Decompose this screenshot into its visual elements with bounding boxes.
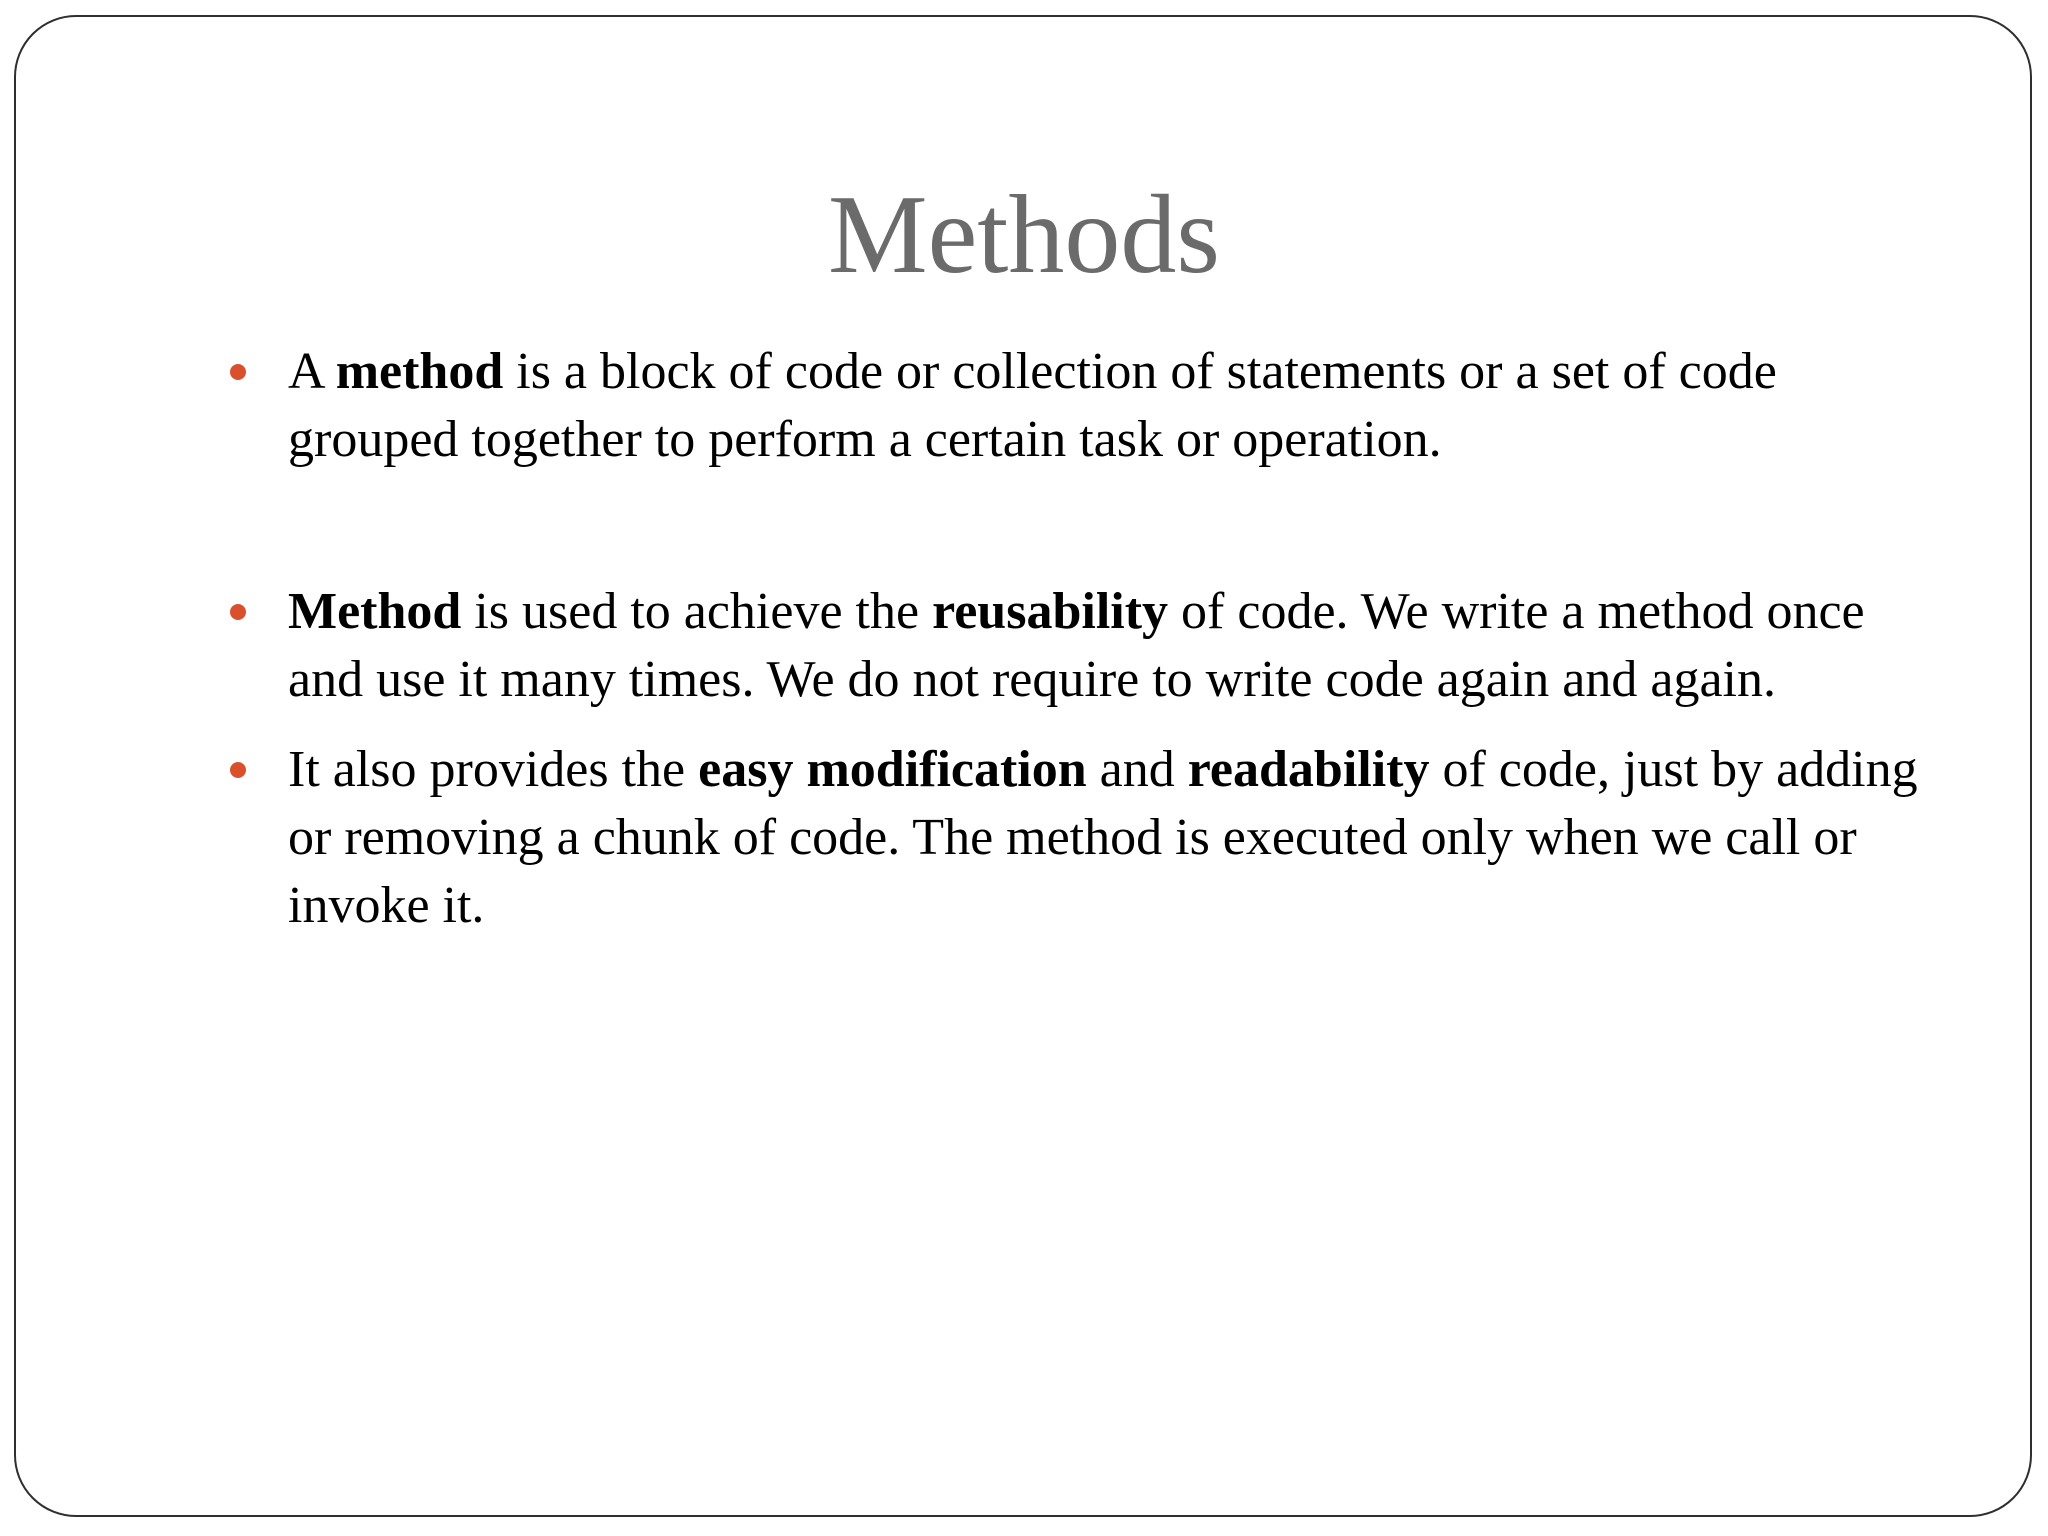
- bullet-2-term-method: Method: [288, 583, 462, 640]
- bullet-3-term-readability: readability: [1187, 741, 1430, 798]
- bullet-dot-icon: [230, 604, 246, 620]
- bullet-3-text-b: and: [1086, 741, 1188, 798]
- bullet-2-text-b: of code. We write a method once and use it many times. We do not require to write code again and again.: [288, 583, 1865, 708]
- bullet-item-2: [288, 578, 1948, 714]
- bullet-1-term-method: method: [335, 343, 504, 400]
- bullet-1-text-b: is a block of code or collection of statements or a set of code grouped together to perform a certain task or operation.: [288, 343, 1777, 468]
- bullet-3-text-a: It also provides the: [288, 741, 699, 798]
- bullet-2-text-a: is used to achieve the: [461, 583, 933, 640]
- bullet-item-1: [288, 338, 1948, 474]
- page-title: Methods: [828, 173, 1220, 297]
- bullet-2-term-reusability: reusability: [932, 583, 1169, 640]
- bullet-dot-icon: [230, 762, 246, 778]
- bullet-item-3: [288, 736, 1948, 940]
- bullet-list: [288, 338, 1948, 940]
- bullet-1-text-a: A: [288, 343, 336, 400]
- bullet-dot-icon: [230, 364, 246, 380]
- bullet-3-text-c: of code, just by adding or removing a chunk of code. The method is executed only when we call or invoke it.: [288, 741, 1918, 934]
- bullet-3-term-easy-modification: easy modification: [698, 741, 1087, 798]
